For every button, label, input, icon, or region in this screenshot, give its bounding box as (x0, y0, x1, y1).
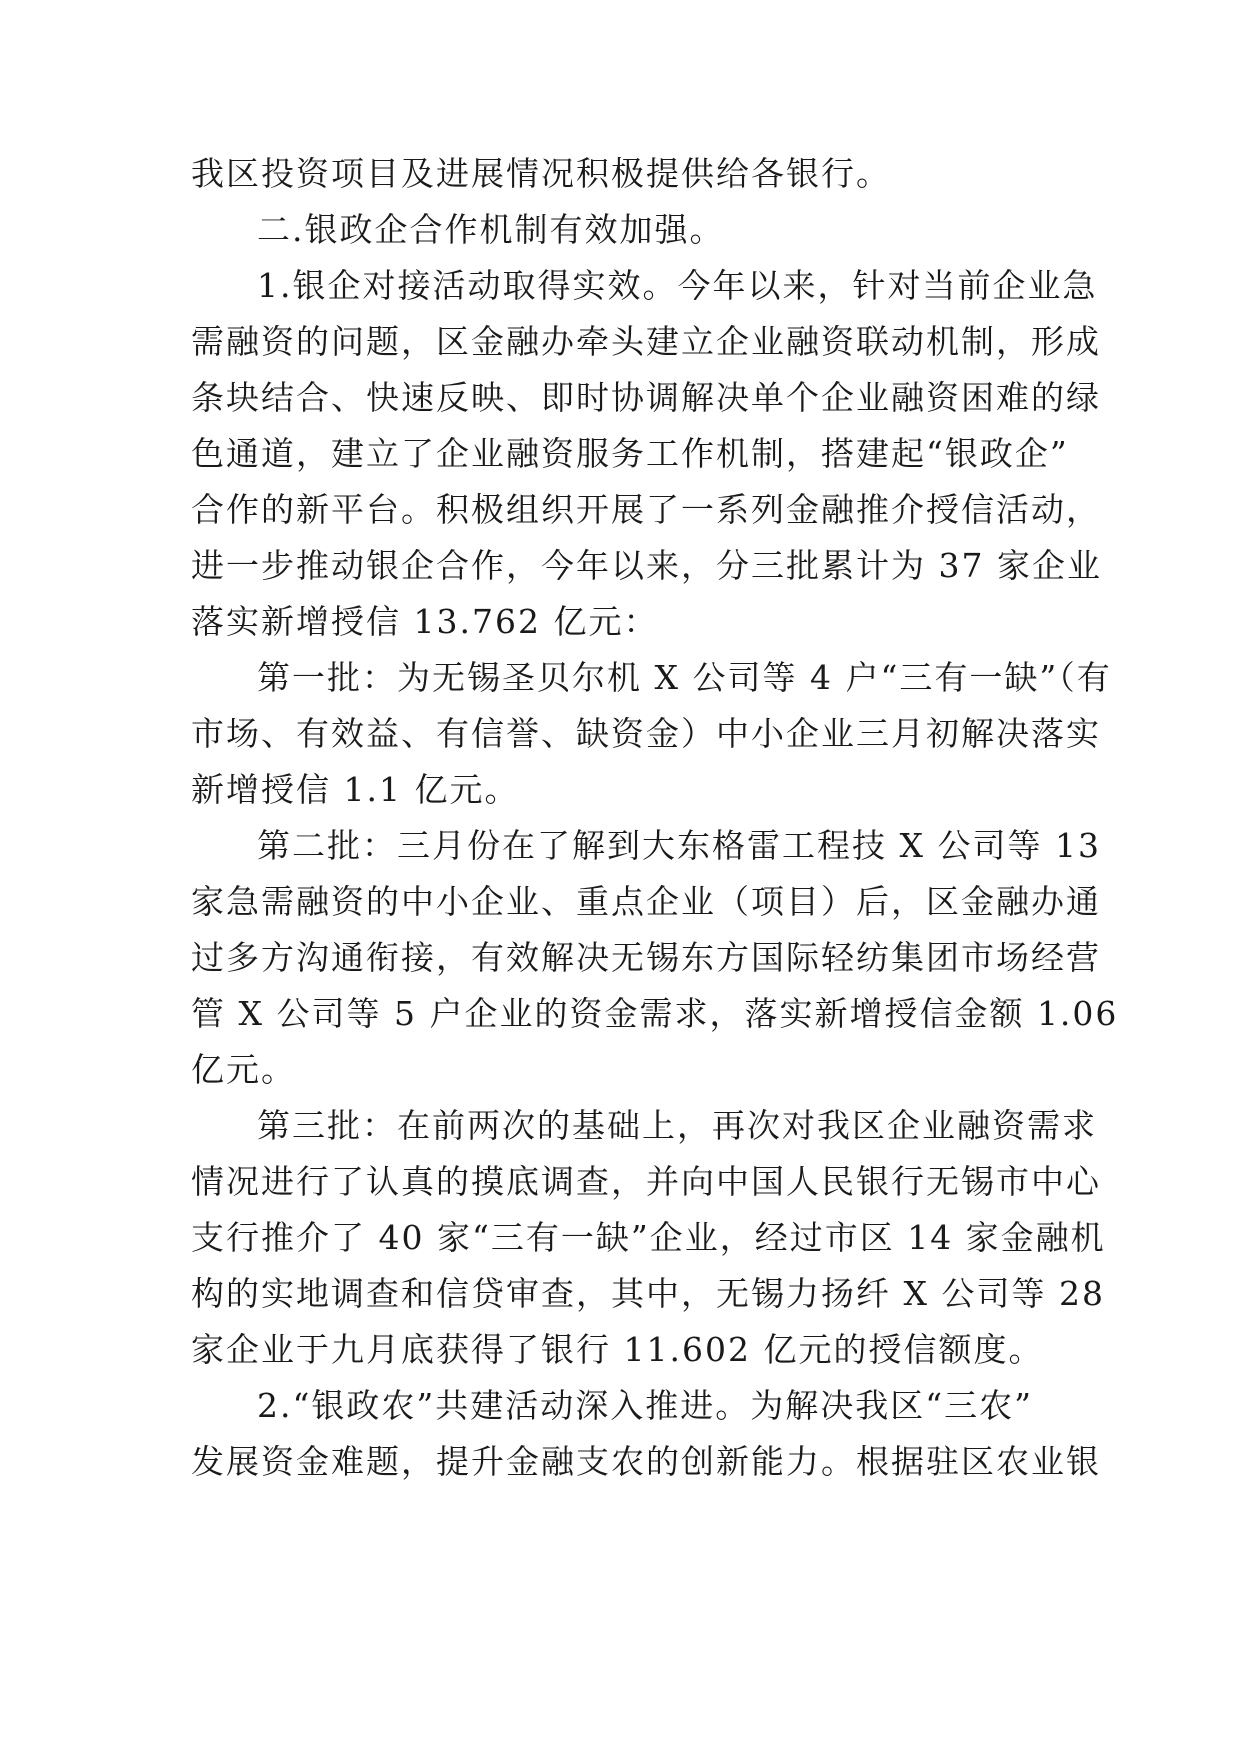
paragraph-first-line: 2.“银政农”共建活动深入推进。为解决我区“三农” (257, 1386, 1033, 1425)
paragraph-first-line: 第二批：三月份在了解到大东格雷工程技 X 公司等 13 (257, 826, 1101, 865)
paragraph-first-line: 1.银企对接活动取得实效。今年以来，针对当前企业急 (257, 266, 1098, 305)
text-line: 进一步推动银企合作，今年以来，分三批累计为 37 家企业 (191, 546, 1102, 585)
text-line: 我区投资项目及进展情况积极提供给各银行。 (191, 154, 891, 193)
paragraph-first-line: 第三批：在前两次的基础上，再次对我区企业融资需求 (257, 1106, 1097, 1145)
text-line: 过多方沟通衔接，有效解决无锡东方国际轻纺集团市场经营 (191, 938, 1101, 977)
text-line: 条块结合、快速反映、即时协调解决单个企业融资困难的绿 (191, 378, 1101, 417)
paragraph-first-line: 第一批：为无锡圣贝尔机 X 公司等 4 户“三有一缺”（有 (257, 658, 1112, 697)
text-line: 市场、有效益、有信誉、缺资金）中小企业三月初解决落实 (191, 714, 1101, 753)
text-line: 管 X 公司等 5 户企业的资金需求，落实新增授信金额 1.06 (191, 994, 1119, 1033)
text-line: 构的实地调查和信贷审查，其中，无锡力扬纤 X 公司等 28 (191, 1274, 1105, 1313)
text-line: 落实新增授信 13.762 亿元： (191, 602, 659, 641)
text-line: 色通道，建立了企业融资服务工作机制，搭建起“银政企” (191, 434, 1069, 473)
section-heading: 二.银政企合作机制有效加强。 (257, 210, 725, 249)
text-line: 家急需融资的中小企业、重点企业（项目）后，区金融办通 (191, 882, 1101, 921)
text-line: 支行推介了 40 家“三有一缺”企业，经过市区 14 家金融机 (191, 1218, 1106, 1257)
text-line: 发展资金难题，提升金融支农的创新能力。根据驻区农业银 (191, 1442, 1101, 1481)
text-line: 情况进行了认真的摸底调查，并向中国人民银行无锡市中心 (191, 1162, 1101, 1201)
text-line: 需融资的问题，区金融办牵头建立企业融资联动机制，形成 (191, 322, 1101, 361)
text-line: 新增授信 1.1 亿元。 (191, 770, 520, 809)
text-line: 亿元。 (191, 1050, 296, 1089)
text-line: 合作的新平台。积极组织开展了一系列金融推介授信活动， (191, 490, 1101, 529)
text-line: 家企业于九月底获得了银行 11.602 亿元的授信额度。 (191, 1330, 1044, 1369)
